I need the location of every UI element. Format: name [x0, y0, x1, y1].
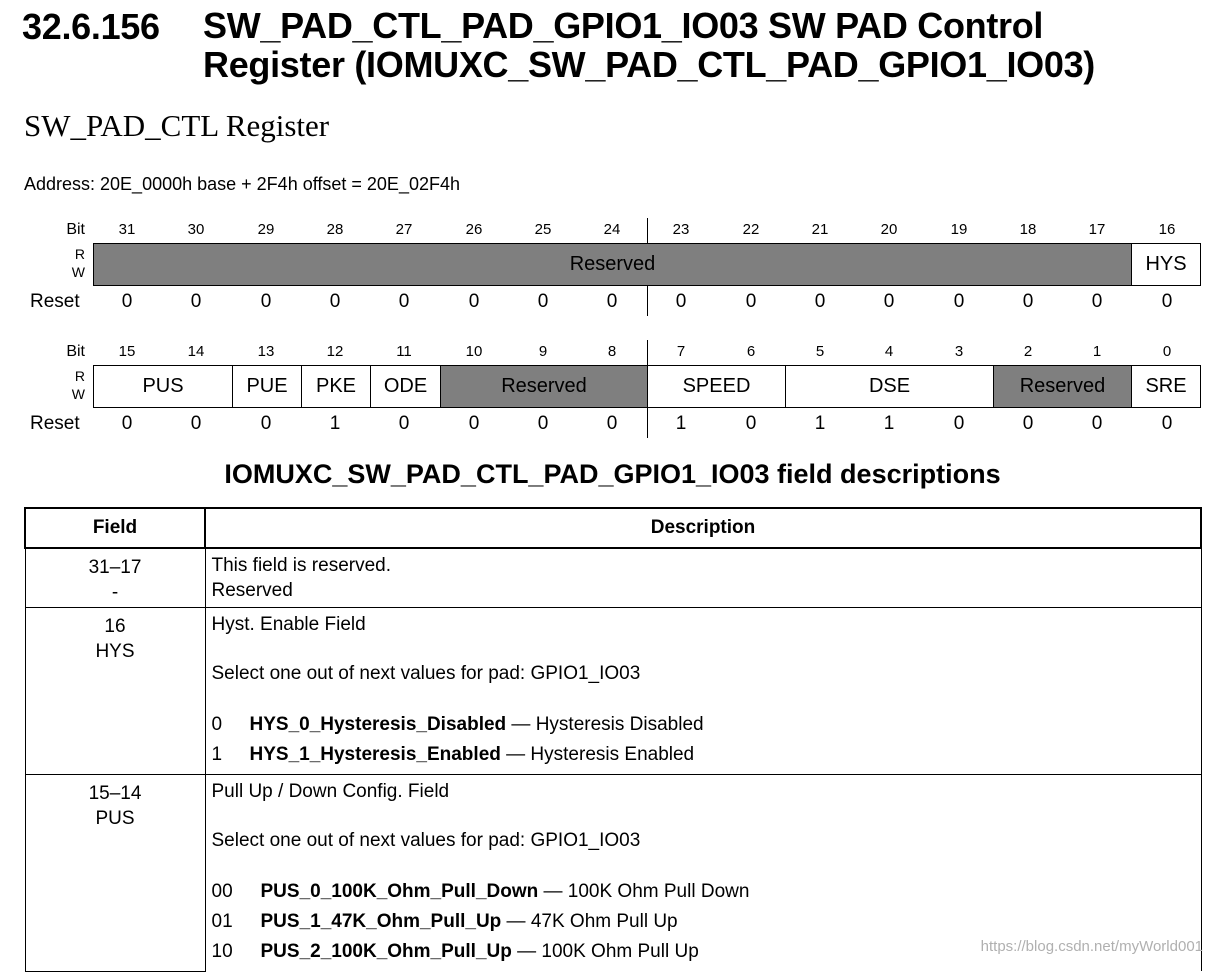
description-cell: Hyst. Enable Field Select one out of next values for pad: GPIO1_IO03 0 HYS_0_Hysteresis_Disabled — Hysteresis Disabled 1 HYS_1_Hysteresis_Enabled — Hysteresis Enabled — [205, 608, 1201, 775]
bit-number: 7 — [676, 343, 686, 360]
bit-number: 1 — [1092, 343, 1102, 360]
section-number: 32.6.156 — [22, 6, 160, 47]
bit-number: 25 — [534, 221, 552, 238]
bit-number: 27 — [395, 221, 413, 238]
bit-number: 8 — [607, 343, 617, 360]
byte-divider — [647, 408, 648, 438]
reset-value: 0 — [468, 413, 480, 434]
reset-value: 0 — [329, 291, 341, 312]
bit-number: 3 — [954, 343, 964, 360]
bit-number: 0 — [1162, 343, 1172, 360]
table-row — [25, 548, 1201, 608]
register-heading: SW_PAD_CTL Register — [24, 108, 330, 143]
field-reserved-31-17: Reserved — [93, 243, 1132, 286]
bit-number: 18 — [1019, 221, 1037, 238]
bit-number: 21 — [811, 221, 829, 238]
bit-number: 13 — [257, 343, 275, 360]
field-reserved-10-8: Reserved — [440, 365, 648, 408]
reset-value: 0 — [537, 291, 549, 312]
section-title-line2: Register (IOMUXC_SW_PAD_CTL_PAD_GPIO1_IO03) — [203, 44, 1095, 85]
bit-number: 23 — [672, 221, 690, 238]
reset-value: 1 — [329, 413, 341, 434]
rw-label: R W — [71, 368, 85, 402]
reset-value: 0 — [953, 413, 965, 434]
reset-value: 0 — [121, 413, 133, 434]
reset-label: Reset — [30, 291, 80, 312]
reset-value: 0 — [260, 291, 272, 312]
byte-divider — [647, 286, 648, 316]
bit-label: Bit — [66, 221, 85, 238]
bit-number: 31 — [118, 221, 136, 238]
reset-value: 0 — [745, 413, 757, 434]
reset-value: 0 — [537, 413, 549, 434]
reset-value: 0 — [1091, 291, 1103, 312]
section-title-line1: SW_PAD_CTL_PAD_GPIO1_IO03 SW PAD Control — [203, 5, 1044, 46]
field-speed: SPEED — [647, 365, 786, 408]
reset-value: 1 — [883, 413, 895, 434]
bit-number: 16 — [1158, 221, 1176, 238]
field-hys: HYS — [1131, 243, 1201, 286]
bit-number: 12 — [326, 343, 344, 360]
table-header-row — [25, 508, 1201, 548]
value-item: 1 HYS_1_Hysteresis_Enabled — Hysteresis Enabled — [211, 744, 695, 765]
bit-number: 11 — [396, 343, 412, 360]
bit-number: 17 — [1088, 221, 1106, 238]
bit-number: 15 — [118, 343, 136, 360]
reset-value: 0 — [398, 291, 410, 312]
reset-value: 0 — [260, 413, 272, 434]
bit-number: 24 — [603, 221, 621, 238]
field-pus: PUS — [93, 365, 233, 408]
reset-label: Reset — [30, 413, 80, 434]
bit-number: 22 — [742, 221, 760, 238]
reset-value: 0 — [606, 291, 618, 312]
bit-number: 2 — [1023, 343, 1033, 360]
field-descriptions-table — [24, 507, 1202, 972]
reset-value: 0 — [190, 413, 202, 434]
reset-value: 0 — [1022, 291, 1034, 312]
field-ode: ODE — [370, 365, 441, 408]
reset-value: 0 — [675, 291, 687, 312]
field-descriptions-title: IOMUXC_SW_PAD_CTL_PAD_GPIO1_IO03 field descriptions — [224, 459, 1001, 489]
column-header-field: Field — [25, 508, 205, 548]
byte-divider — [647, 218, 648, 243]
column-header-description: Description — [205, 508, 1201, 548]
rw-label: R W — [71, 246, 85, 280]
value-list — [212, 710, 1195, 770]
reset-value: 0 — [606, 413, 618, 434]
bit-number: 10 — [465, 343, 483, 360]
bit-number: 5 — [815, 343, 825, 360]
reset-value: 0 — [121, 291, 133, 312]
reset-value: 0 — [398, 413, 410, 434]
field-sre: SRE — [1131, 365, 1201, 408]
bit-number: 19 — [950, 221, 968, 238]
value-item: 0 HYS_0_Hysteresis_Disabled — Hysteresis Disabled — [211, 714, 704, 735]
byte-divider — [647, 340, 648, 365]
bit-label: Bit — [66, 343, 85, 360]
bit-number: 28 — [326, 221, 344, 238]
value-item: 10 PUS_2_100K_Ohm_Pull_Up — 100K Ohm Pull Up — [211, 941, 699, 962]
reset-value: 0 — [1022, 413, 1034, 434]
value-item: 00 PUS_0_100K_Ohm_Pull_Down — 100K Ohm Pull Down — [211, 881, 750, 902]
bit-number: 26 — [465, 221, 483, 238]
reset-value: 0 — [814, 291, 826, 312]
field-cell: 16 HYS — [25, 608, 205, 775]
bit-number: 29 — [257, 221, 275, 238]
reset-value: 0 — [745, 291, 757, 312]
field-reserved-2-1: Reserved — [993, 365, 1132, 408]
field-cell: 15–14 PUS — [25, 775, 205, 972]
reset-value: 0 — [190, 291, 202, 312]
field-pue: PUE — [232, 365, 302, 408]
bit-number: 4 — [884, 343, 894, 360]
reset-value: 0 — [468, 291, 480, 312]
table-row — [25, 608, 1201, 775]
bit-number: 9 — [538, 343, 548, 360]
register-address: Address: 20E_0000h base + 2F4h offset = 20E_02F4h — [24, 174, 460, 194]
description-cell: This field is reserved. Reserved — [205, 548, 1201, 608]
field-dse: DSE — [785, 365, 994, 408]
field-cell: 31–17 - — [25, 548, 205, 608]
reset-value: 0 — [953, 291, 965, 312]
section-title — [203, 6, 1095, 84]
watermark: https://blog.csdn.net/myWorld001 — [980, 938, 1203, 955]
reset-value: 0 — [1091, 413, 1103, 434]
bit-number: 6 — [746, 343, 756, 360]
reset-value: 0 — [1161, 291, 1173, 312]
value-item: 01 PUS_1_47K_Ohm_Pull_Up — 47K Ohm Pull Up — [211, 911, 678, 932]
reset-value: 1 — [675, 413, 687, 434]
bit-number: 14 — [187, 343, 205, 360]
bit-number: 30 — [187, 221, 205, 238]
reset-value: 0 — [1161, 413, 1173, 434]
description-cell: Pull Up / Down Config. Field Select one out of next values for pad: GPIO1_IO03 00 PUS_0_100K_Ohm_Pull_Down — 100K Ohm Pull Down 01 PUS_1_47K_Ohm_Pull_Up — 47K Ohm Pull Up 10 PUS_2_100K_Ohm_Pull_Up — 100K Ohm Pull Up — [205, 775, 1201, 972]
field-pke: PKE — [301, 365, 371, 408]
reset-value: 1 — [814, 413, 826, 434]
reset-value: 0 — [883, 291, 895, 312]
bit-number: 20 — [880, 221, 898, 238]
